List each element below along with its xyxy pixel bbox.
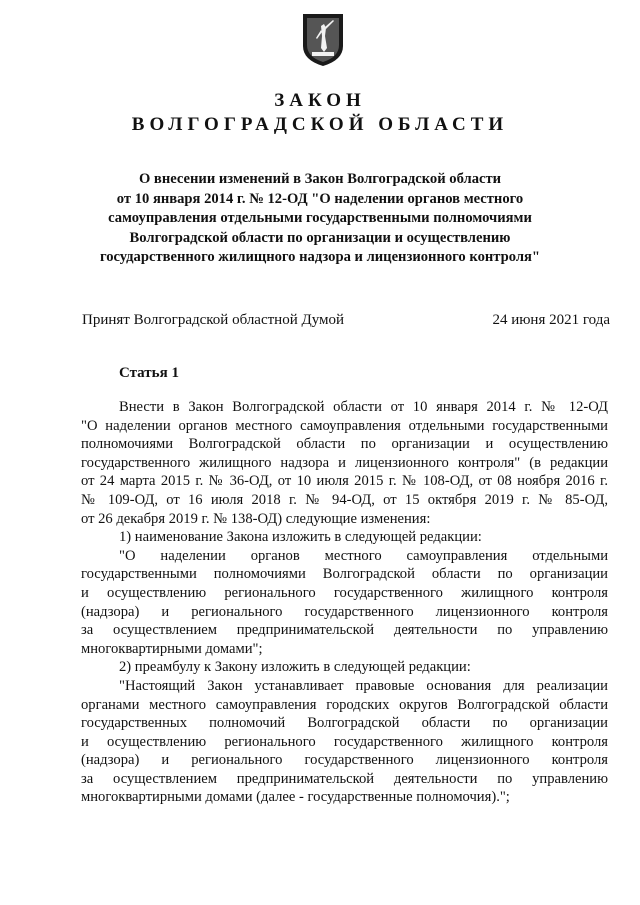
body-line: государственными полномочиями Волгоградской области по организации [81,566,608,583]
body-line: (надзора) и регионального государственного лицензионного контроля [81,752,608,769]
subject-line: государственного жилищного надзора и лицензионного контроля" [99,249,541,265]
subject-line: самоуправления отдельными государственными полномочиями [108,210,532,226]
body-line: (надзора) и регионального государственного лицензионного контроля [81,603,608,620]
body-line: Внести в Закон Волгоградской области от 10 января 2014 г. № 12-ОД [119,399,608,415]
body-line: за осуществлением предпринимательской деятельности по управлению [81,622,608,639]
body-line: № 109-ОД, от 16 июля 2018 г. № 94-ОД, от 15 октября 2019 г. № 85-ОД, [81,491,608,508]
body-line: "О наделении органов местного самоуправления отдельными [119,547,608,564]
body-line: государственного жилищного надзора и лицензионного контроля" (в редакции [81,454,608,471]
body-line: полномочиями Волгоградской области по организации и осуществлению [81,436,608,453]
law-title: ЗАКОН [274,90,366,111]
body-line: 1) наименование Закона изложить в следующей редакции: [119,529,482,546]
law-region-title: ВОЛГОГРАДСКОЙ ОБЛАСТИ [131,114,509,135]
body-line: от 24 марта 2015 г. № 36-ОД, от 10 июля 2015 г. № 108-ОД, от 08 ноября 2016 г. [81,473,608,490]
body-line: и осуществлению регионального государственного жилищного контроля [81,584,608,601]
body-line: многоквартирными домами"; [81,640,263,657]
article-body [81,398,608,807]
adoption-date: 24 июня 2021 года [492,312,610,328]
body-line: "О наделении органов местного самоуправления отдельными государственными [81,417,608,434]
law-subject-heading [90,170,550,268]
subject-line: О внесении изменений в Закон Волгоградской области [138,171,502,187]
adopted-by: Принят Волгоградской областной Думой [82,312,345,328]
body-line: государственных полномочий Волгоградской области по организации [81,715,608,732]
article-heading: Статья 1 [119,365,179,381]
subject-line: Волгоградской области по организации и осуществлению [129,229,511,246]
body-line: "Настоящий Закон устанавливает правовые основания для реализации [119,677,608,694]
volgograd-coat-of-arms-icon [300,12,346,68]
body-line: и осуществлению регионального государственного жилищного контроля [81,733,608,750]
subject-line: от 10 января 2014 г. № 12-ОД "О наделении органов местного [116,190,524,207]
body-line: органами местного самоуправления городских округов Волгоградской области [81,696,608,713]
body-line: 2) преамбулу к Закону изложить в следующей редакции: [119,659,471,676]
body-line: многоквартирными домами (далее - государственные полномочия)."; [81,789,510,806]
body-line: от 26 декабря 2019 г. № 138-ОД) следующие изменения: [81,510,431,527]
body-line: за осуществлением предпринимательской деятельности по управлению [81,770,608,787]
